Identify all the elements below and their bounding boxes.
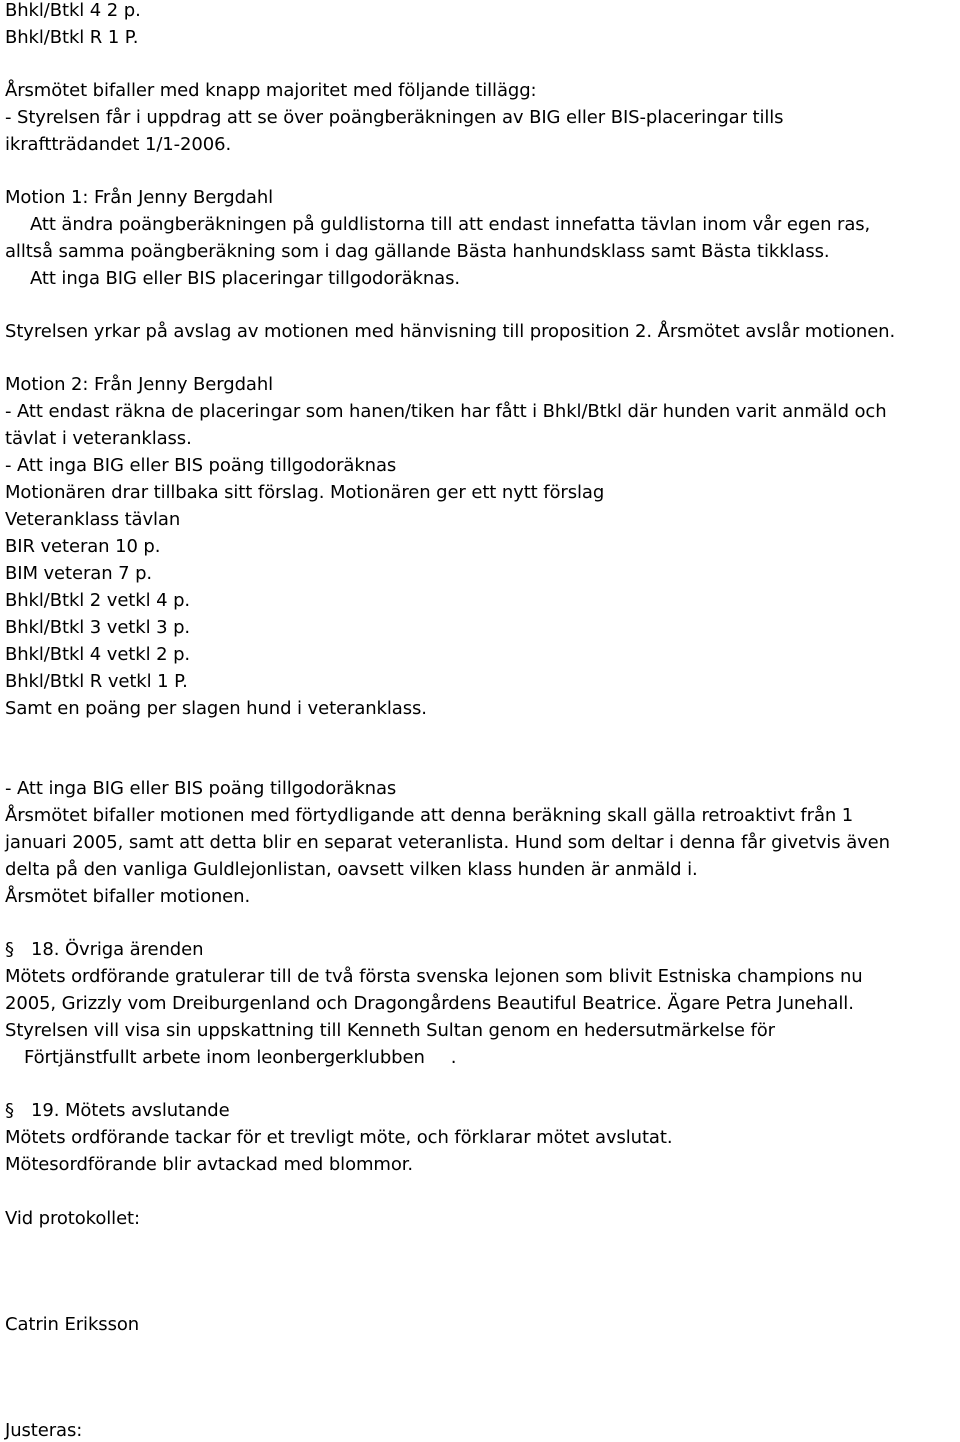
points-line: Bhkl/Btkl 4 2 p. <box>5 0 141 21</box>
section-18-text <box>24 1047 456 1069</box>
section-19-text: Mötets ordförande tackar för et trevligt möte, och förklarar mötet avslutat. <box>5 1127 673 1148</box>
veteran-points-line: Bhkl/Btkl R vetkl 1 P. <box>5 671 188 692</box>
minutes-label: Vid protokollet: <box>5 1208 140 1229</box>
motion-1-heading: Motion 1: Från Jenny Bergdahl <box>5 187 274 208</box>
section-18-text: 2005, Grizzly vom Dreiburgenland och Dragongårdens Beautiful Beatrice. Ägare Petra Junehall. <box>5 993 854 1014</box>
section-18-heading <box>5 939 203 961</box>
motion-1-text: alltså samma poängberäkning som i dag gällande Bästa hanhundsklass samt Bästa tikklass. <box>5 241 830 262</box>
motion-2-text: - Att inga BIG eller BIS poäng tillgodoräknas <box>5 778 397 799</box>
section-18-text: Mötets ordförande gratulerar till de två första svenska lejonen som blivit Estniska champions nu <box>5 966 863 987</box>
motion-1-text: Att ändra poängberäkningen på guldlistorna till att endast innefatta tävlan inom vår egen ras, <box>30 214 871 235</box>
veteran-points-line: Bhkl/Btkl 3 vetkl 3 p. <box>5 617 191 638</box>
section-sign: § <box>5 1100 14 1121</box>
decision-line: Årsmötet bifaller motionen med förtydligande att denna beräkning skall gälla retroaktivt från 1 <box>5 805 854 826</box>
veteran-points-line: Bhkl/Btkl 4 vetkl 2 p. <box>5 644 191 665</box>
resolution-line: Årsmötet bifaller med knapp majoritet med följande tillägg: <box>5 80 537 101</box>
decision-line: Årsmötet bifaller motionen. <box>5 886 251 907</box>
board-statement: Styrelsen yrkar på avslag av motionen med hänvisning till proposition 2. Årsmötet avslår motionen. <box>5 321 896 342</box>
secretary-name: Catrin Eriksson <box>5 1314 140 1335</box>
veteran-points-line: BIR veteran 10 p. <box>5 536 161 557</box>
section-sign: § <box>5 939 14 960</box>
decision-line: januari 2005, samt att detta blir en separat veteranlista. Hund som deltar i denna får givetvis även <box>5 832 890 853</box>
motion-2-text: - Att inga BIG eller BIS poäng tillgodoräknas <box>5 455 397 476</box>
period: . <box>450 1047 457 1068</box>
award-text: Förtjänstfullt arbete inom leonbergerklubben <box>24 1047 425 1068</box>
resolution-line: ikraftträdandet 1/1-2006. <box>5 134 232 155</box>
veteran-points-line: Samt en poäng per slagen hund i veteranklass. <box>5 698 427 719</box>
section-19-text: Mötesordförande blir avtackad med blommor. <box>5 1154 414 1175</box>
motion-2-text: Motionären drar tillbaka sitt förslag. Motionären ger ett nytt förslag <box>5 482 605 503</box>
veteran-points-line: BIM veteran 7 p. <box>5 563 153 584</box>
section-title: 19. Mötets avslutande <box>31 1100 230 1121</box>
veteran-heading: Veteranklass tävlan <box>5 509 181 530</box>
section-18-text: Styrelsen vill visa sin uppskattning till Kenneth Sultan genom en hedersutmärkelse för <box>5 1020 775 1041</box>
motion-1-text: Att inga BIG eller BIS placeringar tillgodoräknas. <box>30 268 460 289</box>
motion-2-text: tävlat i veteranklass. <box>5 428 192 449</box>
motion-2-text: - Att endast räkna de placeringar som hanen/tiken har fått i Bhkl/Btkl där hunden varit anmäld och <box>5 401 887 422</box>
veteran-points-line: Bhkl/Btkl 2 vetkl 4 p. <box>5 590 191 611</box>
decision-line: delta på den vanliga Guldlejonlistan, oavsett vilken klass hunden är anmäld i. <box>5 859 698 880</box>
motion-2-heading: Motion 2: Från Jenny Bergdahl <box>5 374 274 395</box>
adjusted-label: Justeras: <box>5 1420 83 1441</box>
section-title: 18. Övriga ärenden <box>31 939 204 960</box>
section-19-heading <box>5 1100 230 1122</box>
points-line: Bhkl/Btkl R 1 P. <box>5 27 139 48</box>
resolution-line: - Styrelsen får i uppdrag att se över poängberäkningen av BIG eller BIS-placeringar tills <box>5 107 784 128</box>
